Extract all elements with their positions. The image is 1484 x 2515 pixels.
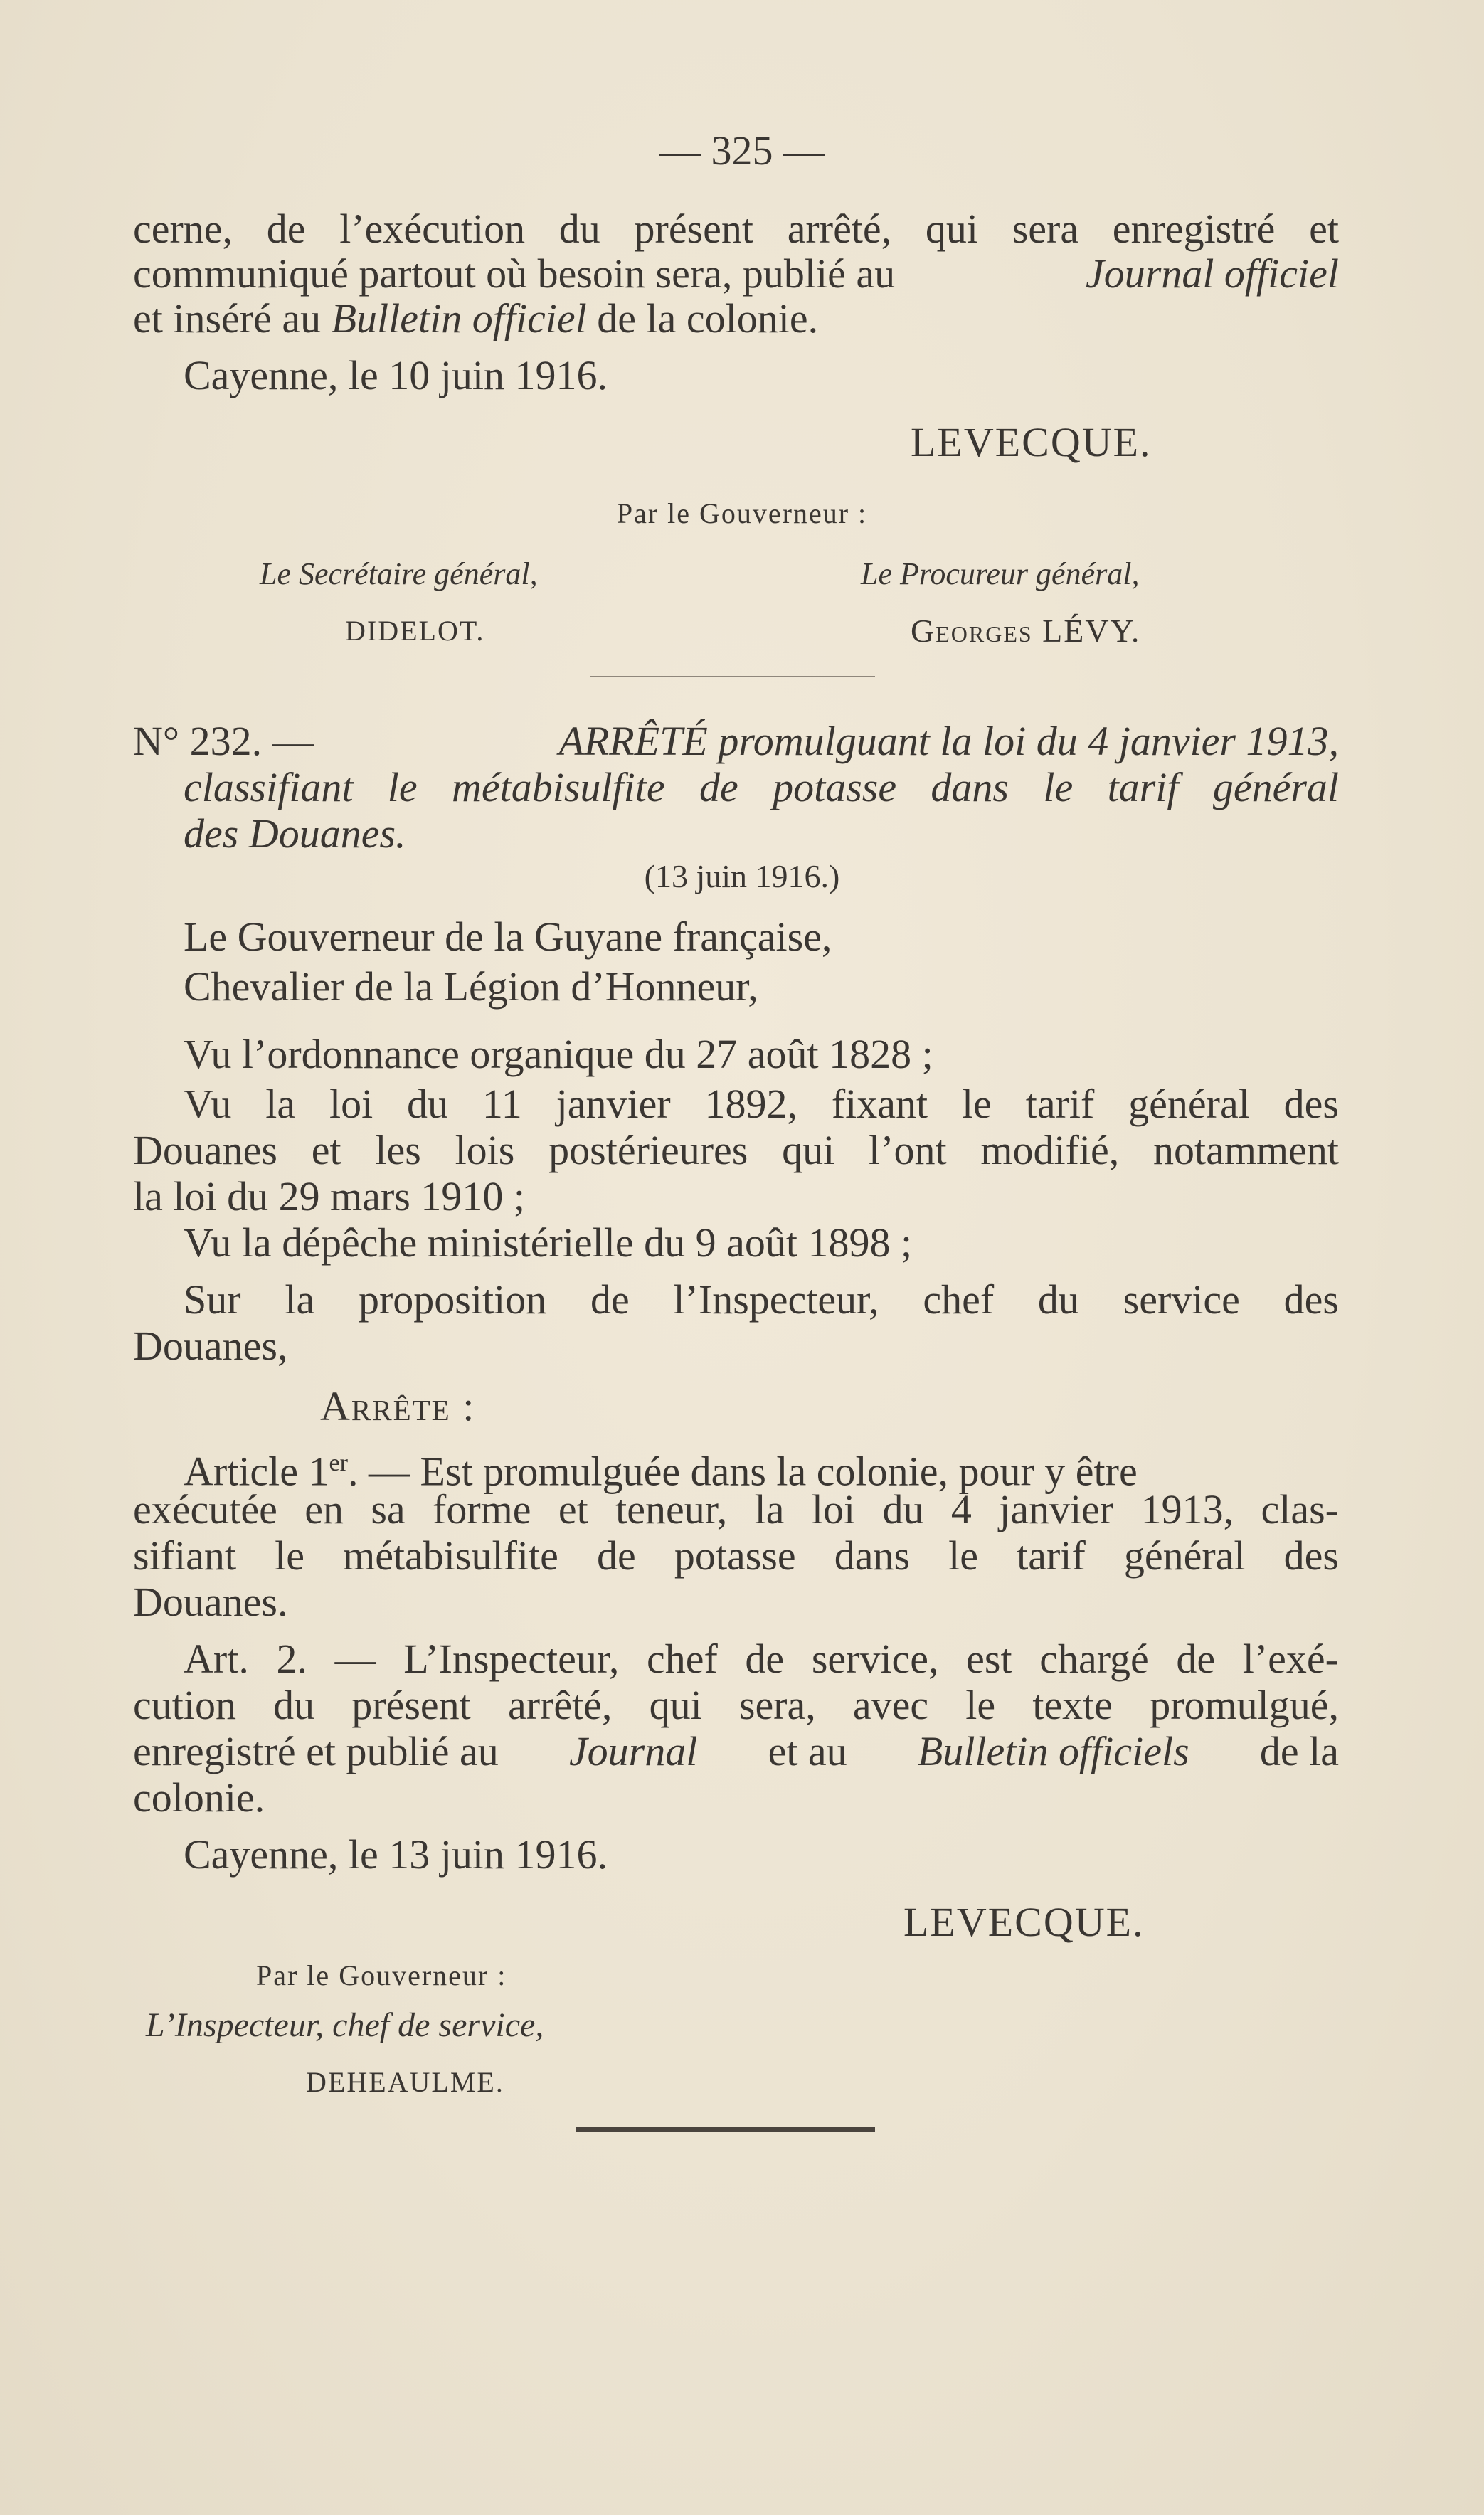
arrete-date-paren: (13 juin 1916.)	[644, 858, 840, 894]
page-number: — 325 —	[659, 127, 825, 174]
bulletin-officiel-ref: Bulletin officiel	[331, 295, 587, 341]
art1-line-4: Douanes.	[133, 1579, 288, 1625]
art1-line-3: sifiant le métabisulfite de potasse dans le tarif général des	[133, 1532, 1339, 1579]
prev-signature: LEVECQUE.	[911, 419, 1152, 465]
bulletin-officiels-ref: Bulletin officiels	[917, 1728, 1189, 1774]
art2-line-1: Art. 2. — L’Inspecteur, chef de service, est chargé de l’exé-	[184, 1636, 1339, 1682]
procureur-title: Le Procureur général,	[861, 556, 1140, 591]
art2-line-2: cution du présent arrêté, qui sera, avec le texte promulgué,	[133, 1682, 1339, 1728]
gouverneur-line: Le Gouverneur de la Guyane française,	[184, 914, 832, 960]
arrete-par-le-gouverneur: Par le Gouverneur :	[256, 1959, 507, 1991]
vu-2-line-1: Vu la loi du 11 janvier 1892, fixant le tarif général des	[184, 1081, 1339, 1127]
art1-line-1: Article 1er. — Est promulguée dans la colonie, pour y être	[184, 1448, 1138, 1495]
art2-line-3: enregistré et publié au Journal et au Bulletin officiels de la	[133, 1728, 1339, 1774]
journal-ref: Journal	[568, 1728, 698, 1774]
prev-text-line-3: et inséré au Bulletin officiel de la colonie.	[133, 295, 819, 341]
prev-text-line-2: communiqué partout où besoin sera, publié au Journal officiel	[133, 250, 1339, 297]
secretaire-title: Le Secrétaire général,	[260, 556, 538, 591]
art1-line-2: exécutée en sa forme et teneur, la loi du 4 janvier 1913, clas-	[133, 1486, 1339, 1532]
sur-line-1: Sur la proposition de l’Inspecteur, chef du service des	[184, 1276, 1339, 1323]
vu-2-line-2: Douanes et les lois postérieures qui l’ont modifié, notamment	[133, 1127, 1339, 1173]
arrete-heading-line-1	[133, 719, 1339, 764]
vu-2-line-3: la loi du 29 mars 1910 ;	[133, 1173, 525, 1219]
arrete-signature: LEVECQUE.	[903, 1899, 1145, 1945]
prev-text-line-1: cerne, de l’exécution du présent arrêté, qui sera enregistré et	[133, 206, 1339, 252]
arrete-title-1: ARRÊTÉ promulguant la loi du 4 janvier 1913,	[558, 718, 1339, 764]
sur-line-2: Douanes,	[133, 1323, 288, 1369]
procureur-name: Georges LÉVY.	[911, 613, 1141, 649]
arrete-label: Arrête :	[320, 1383, 476, 1429]
journal-officiel-ref: Journal officiel	[1086, 250, 1339, 297]
arrete-number: N° 232. —	[133, 718, 314, 764]
arrete-date: Cayenne, le 13 juin 1916.	[184, 1831, 608, 1878]
art2-line-4: colonie.	[133, 1774, 265, 1821]
end-rule	[576, 2127, 875, 2132]
arrete-title-2: classifiant le métabisulfite de potasse dans le tarif général	[184, 764, 1339, 810]
prev-par-le-gouverneur: Par le Gouverneur :	[616, 497, 868, 529]
inspecteur-title: L’Inspecteur, chef de service,	[146, 2006, 544, 2044]
inspecteur-name: DEHEAULME.	[306, 2066, 504, 2098]
arrete-title-3: des Douanes.	[184, 810, 406, 857]
prev-date: Cayenne, le 10 juin 1916.	[184, 352, 608, 398]
separator-rule	[590, 676, 875, 677]
secretaire-name: DIDELOT.	[345, 615, 485, 647]
chevalier-line: Chevalier de la Légion d’Honneur,	[184, 963, 758, 1010]
vu-3: Vu la dépêche ministérielle du 9 août 1898 ;	[184, 1219, 913, 1266]
vu-1: Vu l’ordonnance organique du 27 août 1828 ;	[184, 1031, 933, 1077]
